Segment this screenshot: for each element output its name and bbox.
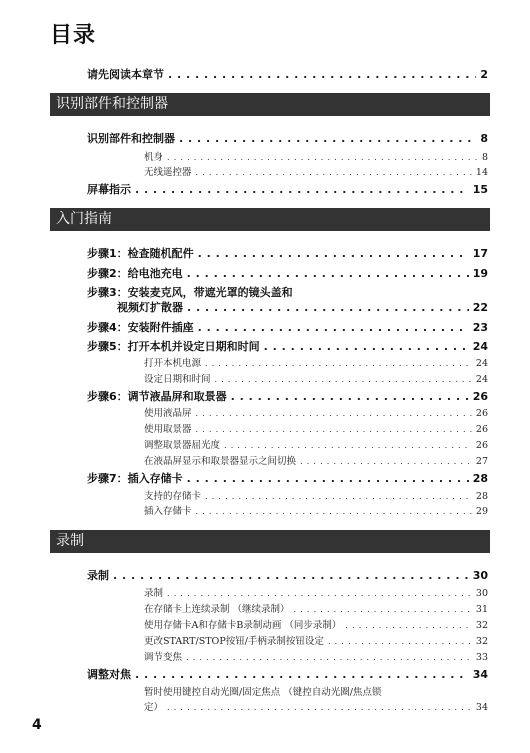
toc-label: 调节变焦 (144, 652, 183, 663)
toc-subentry[interactable] (144, 585, 488, 598)
toc-leader (198, 247, 469, 260)
toc-label: 录制 (87, 569, 109, 582)
toc-leader (264, 340, 469, 353)
toc-page: 34 (475, 702, 488, 713)
toc-leader (224, 441, 472, 450)
toc-page: 26 (475, 424, 488, 435)
toc-label: 机身 (144, 152, 164, 163)
toc-subentry[interactable] (144, 371, 488, 384)
toc-page: 24 (472, 340, 488, 353)
toc-page: 32 (475, 620, 488, 631)
section-header-recording: 录制 (50, 530, 490, 553)
toc-leader (167, 153, 478, 162)
toc-leader (167, 589, 472, 598)
toc-entry[interactable] (87, 338, 488, 353)
toc-leader (300, 457, 472, 466)
toc-label: 设定日期和时间 (144, 374, 211, 385)
toc-subentry[interactable] (144, 488, 488, 501)
toc-subentry[interactable] (144, 149, 488, 162)
section-header-getting-started: 入门指南 (50, 208, 490, 231)
toc-page: 28 (475, 491, 488, 502)
toc-subentry[interactable] (144, 699, 488, 712)
toc-page: 22 (472, 301, 488, 314)
toc-label: 请先阅读本章节 (87, 68, 164, 81)
toc-leader (196, 425, 472, 434)
toc-leader (205, 359, 472, 368)
toc-page: 30 (472, 569, 488, 582)
toc-subentry[interactable] (144, 421, 488, 434)
toc-leader (198, 321, 469, 334)
toc-leader (196, 507, 472, 516)
page-number: 4 (32, 717, 42, 733)
toc-entry[interactable] (87, 470, 488, 485)
toc-label: 调整取景器屈光度 (144, 440, 221, 451)
toc-label: 步骤1：检查随机配件 (87, 247, 194, 260)
toc-entry[interactable] (87, 265, 488, 280)
toc-page: 24 (475, 358, 488, 369)
toc-page: 32 (475, 636, 488, 647)
toc-page: 26 (472, 390, 488, 403)
toc-leader (196, 168, 472, 177)
toc-label: 步骤5：打开本机并设定日期和时间 (87, 340, 260, 353)
toc-label: 打开本机电源 (144, 358, 202, 369)
toc-label: 视频灯扩散器 (117, 301, 183, 314)
toc-entry[interactable] (87, 130, 488, 145)
toc-label: 识别部件和控制器 (87, 132, 175, 145)
toc-subentry[interactable] (144, 405, 488, 418)
toc-leader (294, 605, 472, 614)
toc-label: 插入存储卡 (144, 506, 192, 517)
toc-page: 23 (472, 321, 488, 334)
toc-page: 28 (472, 472, 488, 485)
toc-label: 屏幕指示 (87, 183, 131, 196)
toc-entry[interactable] (87, 319, 488, 334)
toc-label: 调整对焦 (87, 668, 131, 681)
toc-leader (215, 375, 472, 384)
toc-page: 19 (472, 267, 488, 280)
toc-leader (345, 621, 472, 630)
toc-label: 在液晶屏显示和取景器显示之间切换 (144, 456, 297, 467)
toc-label: 在存储卡上连续录制 （继续录制） (144, 604, 290, 615)
toc-leader (196, 409, 472, 418)
toc-subentry[interactable] (144, 617, 488, 630)
toc-leader (167, 703, 472, 712)
toc-label-line1[interactable]: 暂时使用键控自动光圈/固定焦点 （键控自动光圈/焦点锁 (144, 687, 382, 698)
toc-page: 33 (475, 652, 488, 663)
toc-page: 14 (475, 167, 488, 178)
toc-entry[interactable] (117, 299, 488, 314)
toc-label: 支持的存储卡 (144, 491, 202, 502)
toc-page: 17 (472, 247, 488, 260)
toc-label: 步骤4：安装附件插座 (87, 321, 194, 334)
toc-leader (205, 492, 472, 501)
toc-leader (179, 132, 476, 145)
toc-subentry[interactable] (144, 355, 488, 368)
toc-page: 30 (475, 588, 488, 599)
toc-page: 8 (480, 132, 488, 145)
toc-page: 26 (475, 408, 488, 419)
toc-label: 定） (144, 702, 164, 713)
toc-subentry[interactable] (144, 453, 488, 466)
toc-label: 步骤6：调节液晶屏和取景器 (87, 390, 227, 403)
toc-subentry[interactable] (144, 437, 488, 450)
toc-label: 使用液晶屏 (144, 408, 192, 419)
toc-page: 8 (481, 152, 488, 163)
toc-entry[interactable] (87, 567, 488, 582)
toc-leader (113, 569, 469, 582)
toc-label: 步骤7：插入存储卡 (87, 472, 183, 485)
toc-label: 更改START/STOP按钮/手柄录制按钮设定 (144, 636, 324, 647)
toc-page: 15 (472, 183, 488, 196)
toc-page: 31 (475, 604, 488, 615)
toc-subentry[interactable] (144, 164, 488, 177)
toc-page: 2 (480, 68, 488, 81)
toc-leader (186, 653, 472, 662)
toc-page: 29 (475, 506, 488, 517)
toc-subentry[interactable] (144, 601, 488, 614)
toc-entry[interactable] (87, 666, 488, 681)
toc-entry-intro[interactable] (87, 66, 488, 81)
toc-page: 24 (475, 374, 488, 385)
toc-entry[interactable] (87, 388, 488, 403)
toc-leader (135, 668, 469, 681)
toc-subentry[interactable] (144, 503, 488, 516)
toc-label-line1[interactable]: 步骤3：安装麦克风，带遮光罩的镜头盖和 (87, 286, 293, 299)
toc-label: 使用取景器 (144, 424, 192, 435)
toc-leader (187, 472, 469, 485)
toc-subentry[interactable] (144, 649, 488, 662)
toc-label: 录制 (144, 588, 164, 599)
toc-leader (231, 390, 469, 403)
toc-page: 34 (472, 668, 488, 681)
section-header-parts: 识别部件和控制器 (50, 93, 490, 116)
page-title: 目录 (50, 23, 97, 48)
toc-leader (135, 183, 469, 196)
toc-subentry[interactable] (144, 633, 488, 646)
toc-entry[interactable] (87, 245, 488, 260)
toc-leader (187, 267, 469, 280)
toc-leader (328, 637, 472, 646)
toc-label: 无线遥控器 (144, 167, 192, 178)
toc-page: 27 (475, 456, 488, 467)
toc-label: 步骤2：给电池充电 (87, 267, 183, 280)
toc-leader (187, 301, 469, 314)
toc-entry[interactable] (87, 181, 488, 196)
toc-label: 使用存储卡A和存储卡B录制动画 （同步录制） (144, 620, 342, 631)
toc-leader (168, 68, 476, 81)
toc-page: 26 (475, 440, 488, 451)
